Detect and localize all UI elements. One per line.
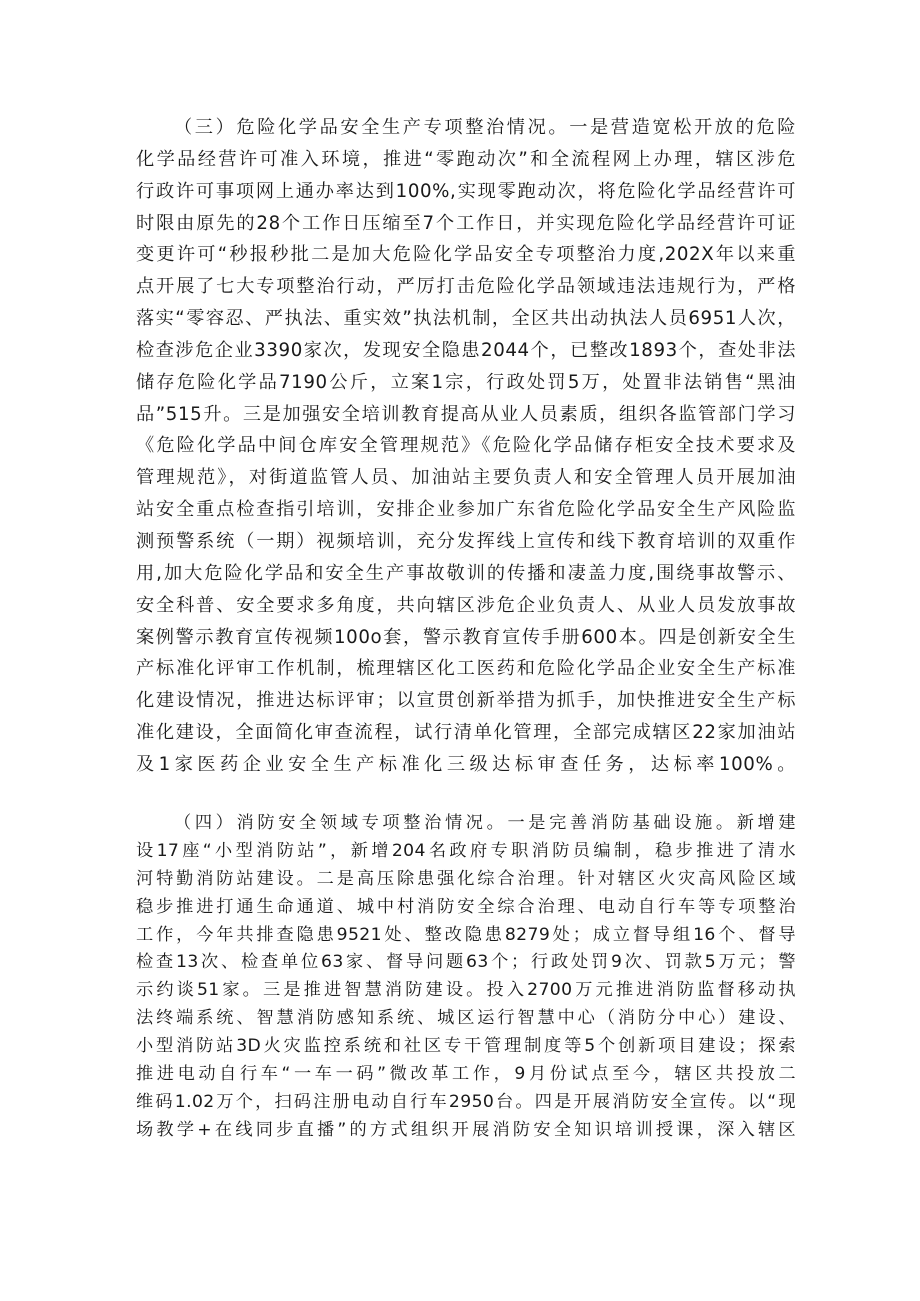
text-line: 用,加大危险化学品和安全生产事故敬训的传播和凄盖力度,围绕事故警示、 bbox=[136, 562, 796, 584]
text-line: 品”515升。三是加强安全培训教育提高从业人员素质，组织各监管部门学习 bbox=[136, 403, 796, 425]
text-line: 化建设情况，推进达标评审；以宣贯创新举措为抓手，加快推进安全生产标 bbox=[136, 690, 796, 712]
text-line: 示约谈51家。三是推进智慧消防建设。投入2700万元推进消防监督移动执 bbox=[136, 980, 796, 1001]
text-line: 变更许可“秒报秒批二是加大危险化学品安全专项整治力度,202X年以来重 bbox=[136, 244, 796, 266]
text-line: 产标准化评审工作机制，梳理辖区化工医药和危险化学品企业安全生产标准 bbox=[136, 658, 796, 680]
text-line: 储存危险化学品7190公斤，立案1宗，行政处罚5万，处置非法销售“黑油 bbox=[136, 371, 796, 393]
section-three-paragraph bbox=[136, 112, 796, 781]
section-four-paragraph bbox=[136, 810, 796, 1145]
text-line: 检查13次、检查单位63家、督导问题63个；行政处罚9次、罚款5万元；警 bbox=[136, 952, 796, 973]
text-line: 案例警示教育宣传视频100o套，警示教育宣传手册600本。四是创新安全生 bbox=[136, 626, 796, 648]
text-line: （四）消防安全领域专项整治情况。一是完善消防基础设施。新增建 bbox=[174, 813, 796, 833]
text-line: 点开展了七大专项整治行动，严厉打击危险化学品领域违法违规行为，严格 bbox=[136, 276, 796, 298]
text-line: 工作，今年共排查隐患9521处、整改隐患8279处；成立督导组16个、督导 bbox=[136, 924, 796, 945]
text-line: 站安全重点检查指引培训，安排企业参加广东省危险化学品安全生产风险监 bbox=[136, 499, 796, 521]
text-line: 管理规范》，对街道监管人员、加油站主要负责人和安全管理人员开展加油 bbox=[136, 467, 796, 489]
text-line: 《危险化学品中间仓库安全管理规范》《危险化学品储存柜安全技术要求及 bbox=[136, 435, 796, 457]
text-line: 时限由原先的28个工作日压缩至7个工作日，并实现危险化学品经营许可证 bbox=[136, 212, 796, 234]
text-line: 法终端系统、智慧消防感知系统、城区运行智慧中心（消防分中心）建设、 bbox=[136, 1008, 796, 1029]
text-line: 稳步推进打通生命通道、城中村消防安全综合治理、电动自行车等专项整治 bbox=[136, 896, 796, 917]
text-line: 场教学+在线同步直播”的方式组织开展消防安全知识培训授课，深入辖区 bbox=[136, 1119, 796, 1140]
text-line: 行政许可事项网上通办率达到100%,实现零跑动次，将危险化学品经营许可 bbox=[136, 180, 796, 202]
text-line: 检查涉危企业3390家次，发现安全隐患2044个，已整改1893个，查处非法 bbox=[136, 339, 796, 361]
text-line: 准化建设，全面简化审查流程，试行清单化管理，全部完成辖区22家加油站 bbox=[136, 722, 796, 744]
text-line: 设17座“小型消防站”，新增204名政府专职消防员编制，稳步推进了清水 bbox=[136, 840, 796, 861]
text-line: 及1家医药企业安全生产标准化三级达标审查任务，达标率100%。 bbox=[136, 753, 796, 775]
text-line: 河特勤消防站建设。二是高压除患强化综合治理。针对辖区火灾高风险区域 bbox=[136, 868, 796, 889]
text-line: （三）危险化学品安全生产专项整治情况。一是营造宽松开放的危险 bbox=[174, 117, 796, 138]
text-line: 维码1.02万个，扫码注册电动自行车2950台。四是开展消防安全宣传。以“现 bbox=[136, 1091, 796, 1112]
text-line: 安全科普、安全要求多角度，共向辖区涉危企业负责人、从业人员发放事故 bbox=[136, 594, 796, 616]
text-line: 推进电动自行车“一车一码”微改革工作，9月份试点至今，辖区共投放二 bbox=[136, 1064, 796, 1085]
text-line: 落实“零容忍、严执法、重实效”执法机制，全区共出动执法人员6951人次， bbox=[136, 308, 796, 330]
text-line: 化学品经营许可准入环境，推进“零跑动次”和全流程网上办理，辖区涉危 bbox=[136, 148, 796, 170]
text-line: 测预警系统（一期）视频培训，充分发挥线上宣传和线下教育培训的双重作 bbox=[136, 530, 796, 552]
text-line: 小型消防站3D火灾监控系统和社区专干管理制度等5个创新项目建设；探索 bbox=[136, 1036, 796, 1057]
